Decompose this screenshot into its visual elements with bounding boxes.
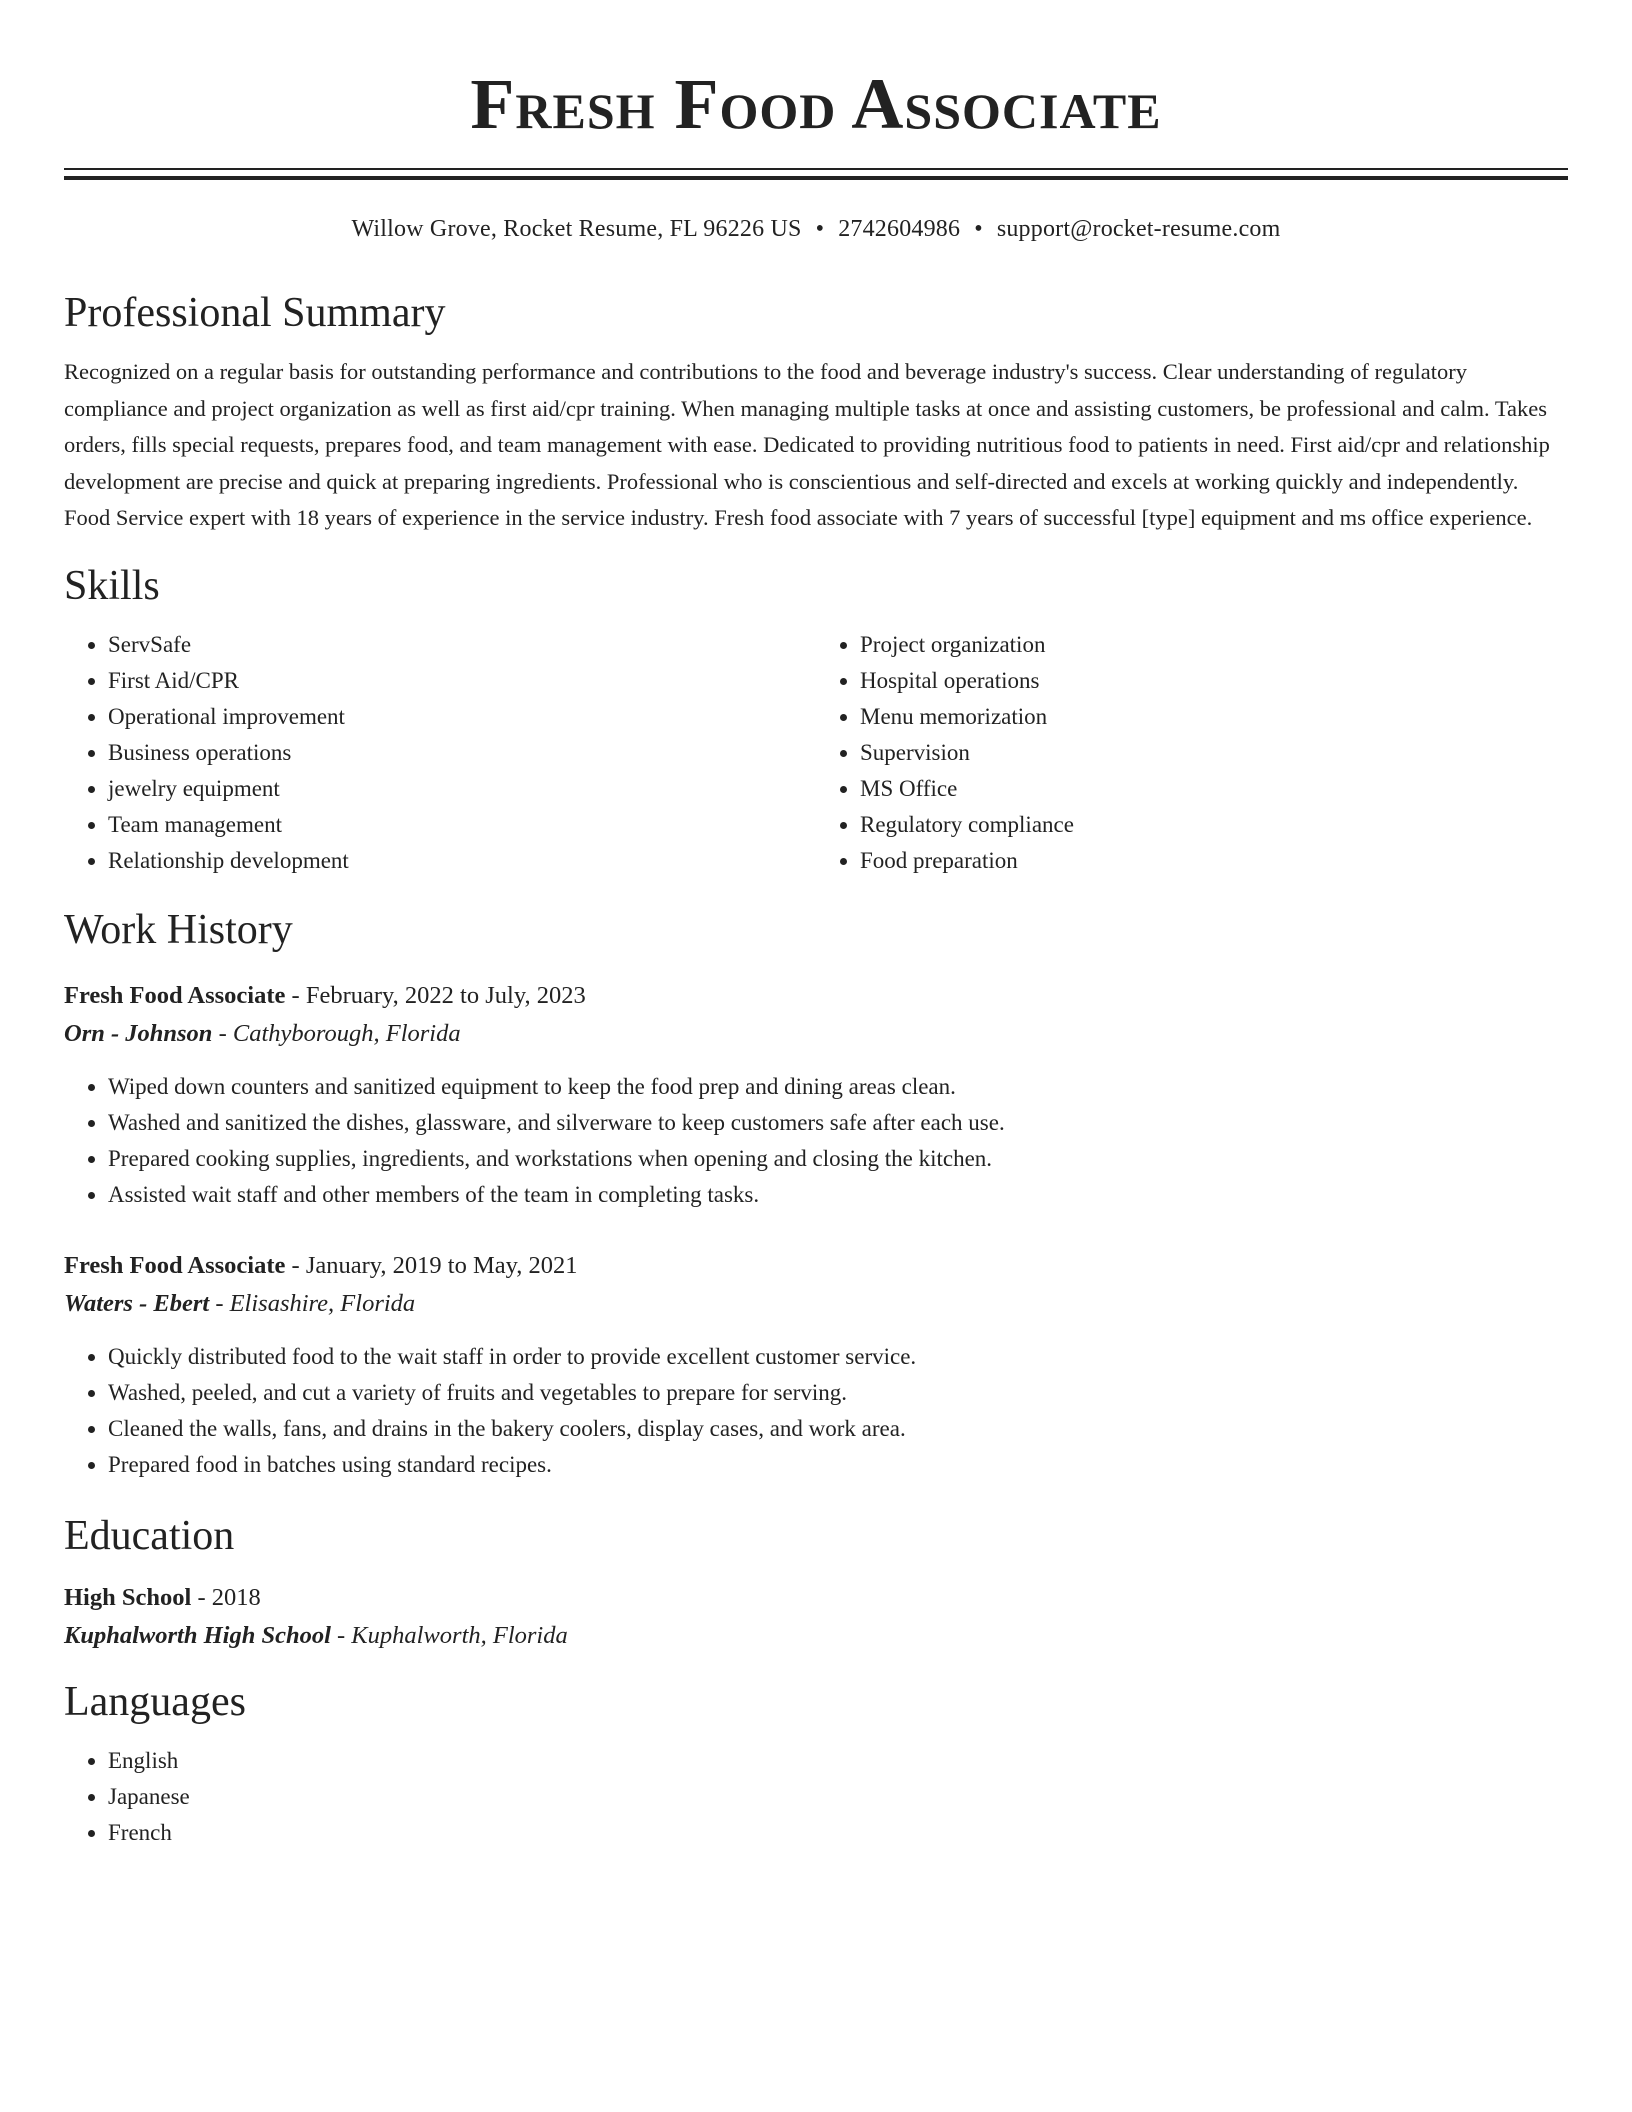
degree: High School <box>64 1583 192 1611</box>
job-dates: - January, 2019 to May, 2021 <box>291 1251 578 1279</box>
school-line <box>64 1617 1568 1655</box>
skills-heading: Skills <box>64 562 160 609</box>
job-bullet: • Prepared cooking supplies, ingredients, and workstations when opening and closing the kitchen. <box>108 1141 1568 1177</box>
skill-item: • Supervision <box>860 735 1568 771</box>
job-employer-line <box>64 1285 1568 1323</box>
language-item: • Japanese <box>108 1779 1568 1815</box>
skill-item: • Menu memorization <box>860 699 1568 735</box>
job-bullet: • Assisted wait staff and other members of the team in completing tasks. <box>108 1177 1568 1213</box>
languages-list <box>64 1743 1568 1851</box>
job-bullet: • Washed, peeled, and cut a variety of fruits and vegetables to prepare for serving. <box>108 1375 1568 1411</box>
job-bullets <box>64 1069 1568 1213</box>
skill-item: • Food preparation <box>860 843 1568 879</box>
skill-item: • Operational improvement <box>108 699 816 735</box>
job-title-line <box>64 977 1568 1015</box>
language-item: • French <box>108 1815 1568 1851</box>
graduation-year: - 2018 <box>197 1583 261 1611</box>
skill-item: • MS Office <box>860 771 1568 807</box>
job-location: - Cathyborough, Florida <box>218 1019 461 1047</box>
job-bullet: • Prepared food in batches using standard recipes. <box>108 1447 1568 1483</box>
header-rule-thin <box>64 168 1568 170</box>
contact-separator: • <box>815 216 825 242</box>
school-name: Kuphalworth High School <box>64 1621 331 1649</box>
summary-heading: Professional Summary <box>64 290 446 336</box>
job-title: Fresh Food Associate <box>64 1251 286 1279</box>
job-employer: Orn - Johnson <box>64 1019 213 1047</box>
job-title: Fresh Food Associate <box>64 981 286 1009</box>
skills-list-left <box>64 627 816 879</box>
skill-item: • Project organization <box>860 627 1568 663</box>
skill-item: • Regulatory compliance <box>860 807 1568 843</box>
job-bullet: • Cleaned the walls, fans, and drains in the bakery coolers, display cases, and work area. <box>108 1411 1568 1447</box>
skill-item: • Hospital operations <box>860 663 1568 699</box>
education-heading: Education <box>64 1512 235 1559</box>
education-entry <box>64 1579 1568 1655</box>
job-title-line <box>64 1247 1568 1285</box>
skill-item: • jewelry equipment <box>108 771 816 807</box>
skill-item: • Relationship development <box>108 843 816 879</box>
header-rule-thick <box>64 176 1568 180</box>
job-bullets <box>64 1339 1568 1483</box>
resume-name: Fresh Food Associate <box>470 64 1162 144</box>
languages-heading: Languages <box>64 1678 246 1725</box>
job-bullet: • Quickly distributed food to the wait staff in order to provide excellent customer service. <box>108 1339 1568 1375</box>
contact-email: support@rocket-resume.com <box>996 216 1281 242</box>
language-item: • English <box>108 1743 1568 1779</box>
skill-item: • Business operations <box>108 735 816 771</box>
contact-line <box>64 214 1568 244</box>
skills-list-right <box>816 627 1568 879</box>
skill-item: • ServSafe <box>108 627 816 663</box>
job-bullet: • Washed and sanitized the dishes, glassware, and silverware to keep customers safe after each use. <box>108 1105 1568 1141</box>
contact-separator: • <box>974 216 983 242</box>
contact-phone: 2742604986 <box>838 216 961 242</box>
job-employer-line <box>64 1015 1568 1053</box>
job-location: - Elisashire, Florida <box>215 1289 416 1317</box>
skills-columns <box>64 627 1568 879</box>
summary-text: Recognized on a regular basis for outstanding performance and contributions to the food and beverage industry's success. Clear understanding of regulatory compliance and project organization as well as first aid/cpr training. When managing multiple tasks at once and assisting customers, be professional and calm. Takes orders, fills special requests, prepares food, and team management with ease. Dedicated to providing nutritious food to patients in need. First aid/cpr and relationship development are precise and quick at preparing ingredients. Professional who is conscientious and self-directed and excels at working quickly and independently. Food Service expert with 18 years of experience in the service industry. Fresh food associate with 7 years of successful [type] equipment and ms office experience. <box>64 359 1550 530</box>
job-entry <box>64 977 1568 1213</box>
skill-item: • Team management <box>108 807 816 843</box>
degree-line <box>64 1579 1568 1617</box>
skill-item: • First Aid/CPR <box>108 663 816 699</box>
job-employer: Waters - Ebert <box>64 1289 210 1317</box>
job-entry <box>64 1247 1568 1483</box>
job-dates: - February, 2022 to July, 2023 <box>291 981 586 1009</box>
school-location: - Kuphalworth, Florida <box>337 1621 568 1649</box>
contact-address: Willow Grove, Rocket Resume, FL 96226 US <box>351 216 802 242</box>
job-bullet: • Wiped down counters and sanitized equipment to keep the food prep and dining areas clean. <box>108 1069 1568 1105</box>
work-history-heading: Work History <box>64 906 293 953</box>
